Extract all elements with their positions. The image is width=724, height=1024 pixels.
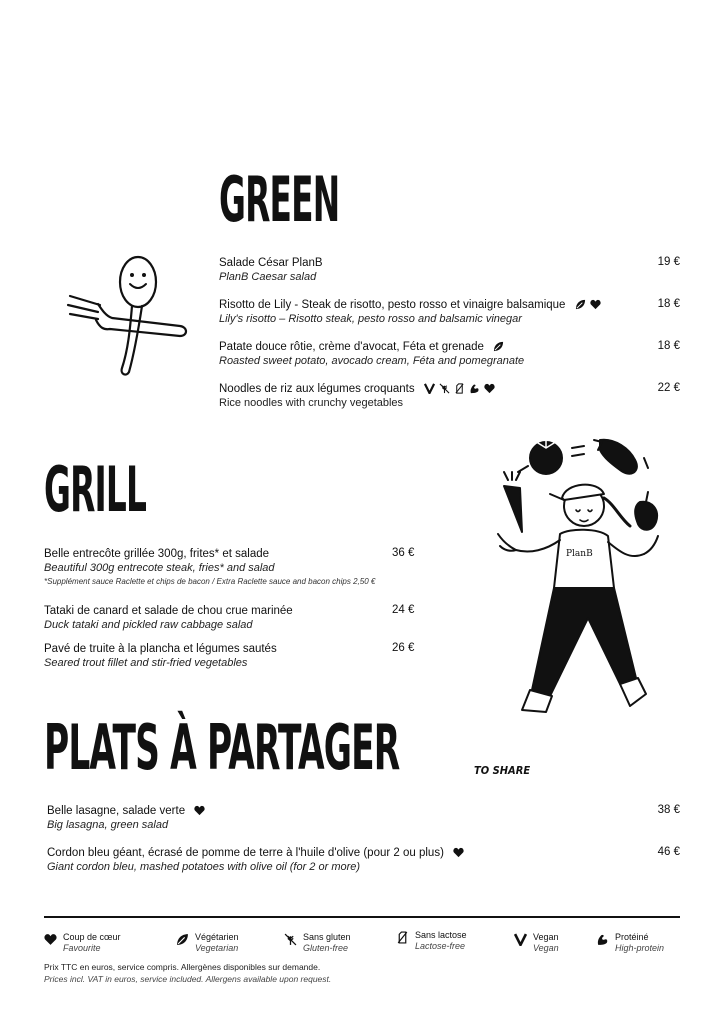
legend-gluten-free: Sans gluten Gluten-free xyxy=(284,932,351,954)
item-name: Cordon bleu géant, écrasé de pomme de terre à l'huile d'olive (pour 2 ou plus) xyxy=(47,847,444,859)
diet-icons xyxy=(194,805,205,816)
item-price: 18 € xyxy=(657,340,680,352)
menu-item xyxy=(219,340,524,368)
item-price: 38 € xyxy=(657,804,680,816)
legend-protein: Protéiné High-protein xyxy=(596,932,664,954)
item-name: Pavé de truite à la plancha et légumes sautés xyxy=(44,643,277,655)
item-name: Tataki de canard et salade de chou crue marinée xyxy=(44,605,293,617)
item-name: Risotto de Lily - Steak de risotto, pesto rosso et vinaigre balsamique xyxy=(219,299,566,311)
heart-icon xyxy=(453,847,464,858)
menu-item xyxy=(47,804,205,832)
heart-icon xyxy=(194,805,205,816)
item-translation: Big lasagna, green salad xyxy=(47,819,169,831)
diet-icons xyxy=(493,341,504,352)
vegetarian-leaf-icon xyxy=(575,299,586,310)
legend-vegetarian: Végétarien Vegetarian xyxy=(176,932,239,954)
legend-lactose-free: Sans lactose Lactose-free xyxy=(396,930,467,952)
item-translation: Duck tataki and pickled raw cabbage salad xyxy=(44,619,253,631)
vegetarian-leaf-icon xyxy=(493,341,504,352)
item-price: 24 € xyxy=(392,604,415,616)
menu-item xyxy=(44,604,293,632)
section-subtitle-share: TO SHARE xyxy=(474,764,531,777)
protein-arm-icon xyxy=(469,383,480,394)
item-price: 19 € xyxy=(657,256,680,268)
legend-favourite: Coup de cœur Favourite xyxy=(44,932,121,954)
legend-vegan: Vegan Vegan xyxy=(514,932,559,954)
item-translation: Roasted sweet potato, avocado cream, Féta and pomegranate xyxy=(219,355,525,367)
menu-item xyxy=(219,256,323,284)
item-translation: Rice noodles with crunchy vegetables xyxy=(219,397,404,409)
item-name: Salade César PlanB xyxy=(219,257,323,269)
vegan-v-icon xyxy=(424,383,435,394)
item-translation: Seared trout fillet and stir-fried vegetables xyxy=(44,657,248,669)
menu-item xyxy=(219,382,495,410)
diet-icons xyxy=(453,847,464,858)
item-footnote: *Supplément sauce Raclette et chips de bacon / Extra Raclette sauce and bacon chips 2,50 € xyxy=(44,577,376,586)
item-name: Belle entrecôte grillée 300g, frites* et salade xyxy=(44,548,270,560)
footer-note-en: Prices incl. VAT in euros, service included. Allergens available upon request. xyxy=(44,974,332,984)
gluten-free-icon xyxy=(439,383,450,394)
item-price: 18 € xyxy=(657,298,680,310)
legend-divider xyxy=(44,916,680,918)
section-title-green: GREEN xyxy=(219,165,340,237)
item-name: Belle lasagne, salade verte xyxy=(47,805,186,817)
menu-item xyxy=(44,547,275,575)
item-name: Noodles de riz aux légumes croquants xyxy=(219,383,415,395)
diet-icons xyxy=(424,383,495,394)
footer-note-fr: Prix TTC en euros, service compris. Allergènes disponibles sur demande. xyxy=(44,962,321,972)
vegetarian-leaf-icon xyxy=(176,933,189,946)
menu-item xyxy=(44,642,277,670)
item-translation: Giant cordon bleu, mashed potatoes with olive oil (for 2 or more) xyxy=(47,861,361,873)
diet-icons xyxy=(575,299,601,310)
lactose-free-icon xyxy=(396,931,409,944)
heart-icon xyxy=(44,933,57,946)
heart-icon xyxy=(590,299,601,310)
item-translation: PlanB Caesar salad xyxy=(219,271,317,283)
protein-arm-icon xyxy=(596,933,609,946)
menu-item xyxy=(219,298,601,326)
menu-item xyxy=(47,846,464,874)
section-title-grill: GRILL xyxy=(44,455,147,527)
gluten-free-icon xyxy=(284,933,297,946)
vegan-v-icon xyxy=(514,933,527,946)
item-translation: Lily's risotto – Risotto steak, pesto rosso and balsamic vinegar xyxy=(219,313,522,325)
item-name: Patate douce rôtie, crème d'avocat, Féta et grenade xyxy=(219,341,484,353)
lactose-free-icon xyxy=(454,383,465,394)
chef-juggling-illustration xyxy=(480,428,670,728)
item-price: 26 € xyxy=(392,642,415,654)
section-title-share: PLATS À PARTAGER xyxy=(44,713,400,785)
item-translation: Beautiful 300g entrecote steak, fries* and salad xyxy=(44,562,275,574)
item-price: 36 € xyxy=(392,547,415,559)
item-price: 46 € xyxy=(657,846,680,858)
item-price: 22 € xyxy=(657,382,680,394)
fork-spoon-illustration xyxy=(62,250,192,385)
shirt-logo-text: PlanB xyxy=(566,549,593,559)
heart-icon xyxy=(484,383,495,394)
